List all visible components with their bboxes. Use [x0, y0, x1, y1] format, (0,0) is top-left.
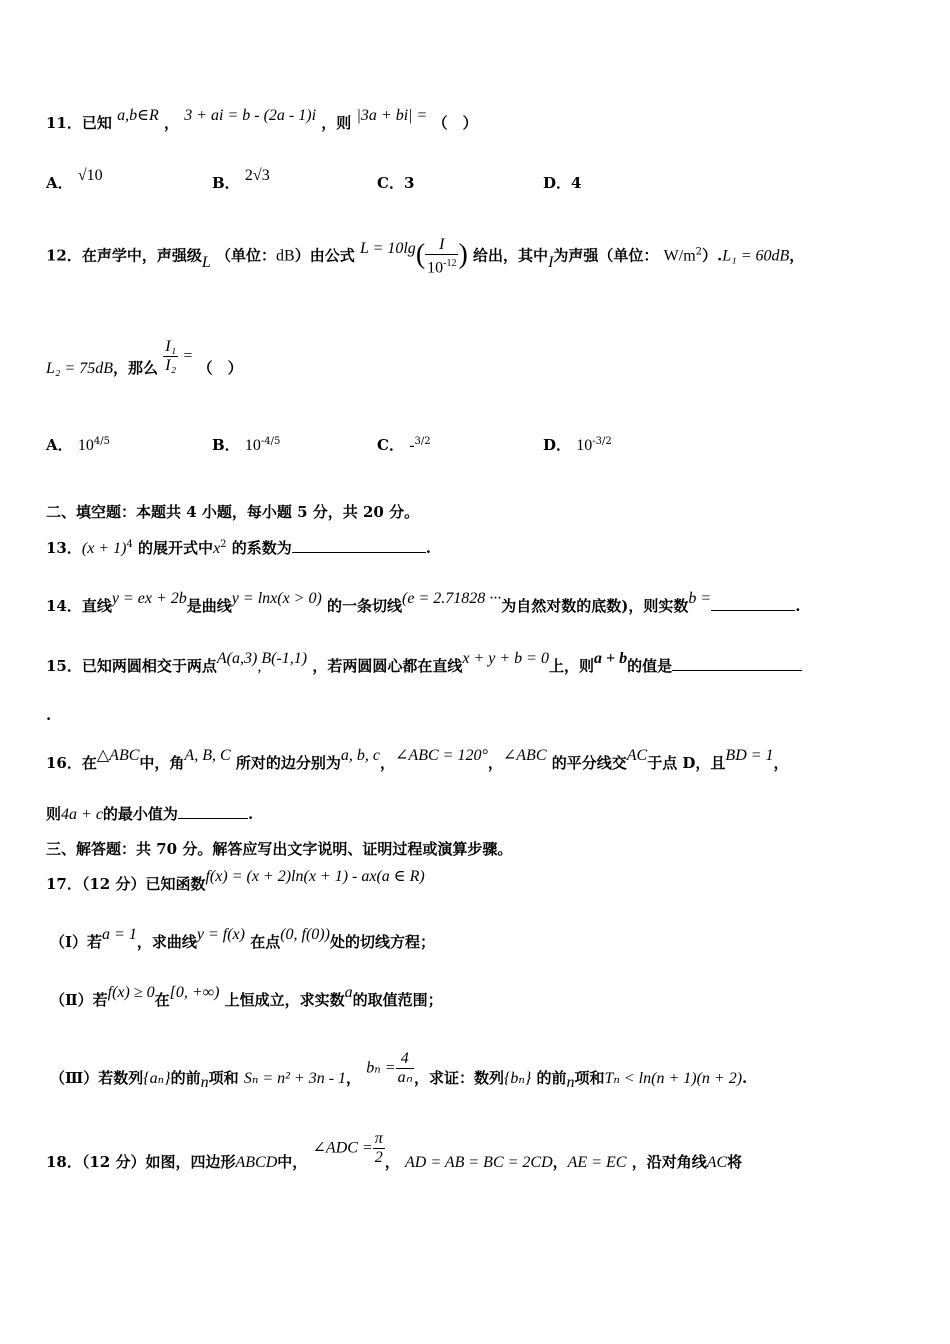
q12-formula-lhs: L = 10lg: [359, 239, 416, 257]
question-12-line2: [46, 338, 243, 375]
q12-intensity-text: 为声强（单位：: [553, 246, 659, 265]
q12-var-i: I: [548, 253, 554, 271]
q17-p3-label: （Ⅲ）若数列: [50, 1068, 144, 1087]
option-label: B．: [212, 436, 240, 454]
q12-unit-text: （单位：: [216, 246, 277, 265]
q16-number: 16．在: [46, 754, 97, 772]
q18-number: 18．（12 分）如图，四边形: [46, 1152, 236, 1171]
q12-given-text: 给出，其中: [473, 246, 549, 265]
section-3-heading: 三、解答题：共 70 分。解答应写出文字说明、证明过程或演算步骤。: [46, 840, 513, 858]
q16-sides: a, b, c: [340, 747, 380, 764]
q16-line2-text1: 则: [46, 805, 62, 823]
option-base: 10: [77, 437, 94, 454]
q18-eq2: AE = EC: [567, 1153, 627, 1171]
den-exp: -12: [443, 258, 457, 269]
q17-number: 17．（12 分）已知函数: [46, 875, 206, 893]
q16-text3: 的平分线交: [551, 754, 627, 772]
q11-option-b: [212, 167, 270, 193]
q17-p1-cond: a = 1: [102, 926, 137, 943]
q18-eq1: AD = AB = BC = 2CD: [404, 1153, 553, 1171]
q18-text1: 中，: [277, 1152, 308, 1171]
angle-denominator: 2: [374, 1149, 383, 1166]
question-11: [46, 107, 478, 133]
q17-function: f(x) = (x + 2)ln(x + 1) - ax(a ∈ R): [205, 868, 425, 885]
q16-angles: A, B, C: [184, 747, 231, 764]
q16-line2-end: .: [247, 805, 254, 823]
fraction-numerator: I: [425, 236, 458, 255]
answer-blank[interactable]: [178, 804, 248, 819]
option-label: A．: [46, 436, 73, 454]
q18-angle-frac: [373, 1130, 385, 1167]
ratio-numerator: I₁: [165, 338, 177, 355]
q13-number: 13．: [46, 539, 82, 557]
q16-bd: BD = 1: [725, 747, 774, 764]
option-exp: 3/2: [414, 436, 431, 447]
question-14: [46, 590, 801, 616]
q14-text1: 是曲线: [186, 597, 232, 615]
q13-var: x: [213, 540, 221, 557]
q12-option-d: [543, 434, 612, 455]
q15-line: x + y + b = 0: [462, 650, 549, 667]
q11-condition: a,b∈R: [117, 107, 159, 124]
q15-point-b: B(-1,1): [261, 650, 308, 667]
q13-expr-exp: 4: [126, 539, 133, 550]
q12-option-c: [377, 434, 431, 455]
q17-p3-bseq: {bₙ}: [503, 1069, 532, 1087]
q18-text2: ，沿对角线: [631, 1152, 707, 1171]
section-2-heading: 二、填空题：本题共 4 小题，每小题 5 分，共 20 分。: [46, 503, 420, 521]
q12-paren: （ ）: [197, 358, 243, 377]
q16-ac: AC: [626, 747, 648, 764]
q13-end: .: [425, 539, 432, 557]
q16-text2: 所对的边分别为: [235, 754, 341, 772]
q12-l1-tail: ，: [789, 246, 805, 265]
option-label: C．: [377, 436, 404, 454]
q17-p1-text1: ，求曲线: [136, 933, 197, 951]
q11-option-d: [543, 172, 581, 193]
answer-blank[interactable]: [711, 596, 795, 611]
q14-curve: y = lnx(x > 0): [231, 590, 322, 607]
q17-p3-text1: 的前: [170, 1068, 201, 1087]
q17-part-3: [50, 1050, 748, 1091]
q12-ratio: [163, 338, 178, 375]
q16-sep: ，: [380, 754, 396, 772]
option-label: B．: [212, 174, 240, 192]
q16-line2-text2: 的最小值为: [102, 805, 178, 823]
q12-number: 12．在声学中，声强级: [46, 246, 202, 265]
q15-number: 15．已知两圆相交于两点: [46, 657, 217, 675]
option-base: 10: [576, 437, 593, 454]
q12-unit: dB: [276, 247, 295, 265]
q14-end: .: [795, 597, 801, 615]
q17-p1-text2: 在点: [250, 933, 281, 951]
question-13: [46, 537, 431, 558]
q17-p2-cond: f(x) ≥ 0: [107, 984, 155, 1001]
q17-p3-n2: n: [566, 1073, 575, 1091]
q17-p3-text2: 项和: [208, 1068, 239, 1087]
option-label: C．3: [377, 174, 415, 192]
option-base: -: [409, 437, 415, 454]
q17-p3-b-frac: [396, 1050, 414, 1087]
q17-p1-label: （Ⅰ）若: [50, 933, 103, 951]
q12-formula-fraction: [425, 236, 458, 277]
q15-text2: 上，则: [548, 657, 594, 675]
q18-angle: ∠ADC =: [312, 1139, 373, 1157]
q17-p1-curve: y = f(x): [196, 926, 245, 943]
question-15: [46, 650, 802, 676]
q13-text1: 的展开式中: [138, 539, 214, 557]
q16-triangle: △ABC: [96, 747, 140, 764]
q17-p3-end: .: [742, 1068, 748, 1087]
q17-p3-b-lhs: bₙ =: [366, 1059, 396, 1077]
answer-blank[interactable]: [672, 656, 802, 671]
q15-text3: 的值是: [627, 657, 673, 675]
q17-p1-point: (0, f(0)): [280, 926, 330, 943]
option-label: A．: [46, 174, 73, 192]
den-base: 10: [427, 259, 444, 277]
q11-sep: ，: [163, 114, 179, 132]
q17-p3-sum: Sₙ = n² + 3n - 1: [243, 1069, 347, 1087]
q17-p3-text3: ，求证：数列: [413, 1068, 504, 1087]
right-paren: ): [458, 238, 468, 270]
q14-e-value: (e = 2.71828 ···: [402, 590, 502, 607]
q17-p2-text1: 在: [154, 991, 170, 1009]
q17-p2-text2: 上恒成立，求实数: [224, 991, 345, 1009]
q17-p3-text4: 的前: [536, 1068, 567, 1087]
q12-l2: L₂ = 75dB: [46, 359, 114, 377]
q11-equation: 3 + ai = b - (2a - 1)i: [184, 107, 317, 124]
q14-b-eq: b =: [688, 590, 712, 607]
left-paren: (: [415, 238, 426, 270]
q17-p3-ineq: Tₙ < ln(n + 1)(n + 2): [604, 1069, 743, 1087]
q18-ac: AC: [706, 1153, 728, 1171]
question-12: [46, 236, 804, 277]
q15-dot: .: [46, 706, 52, 724]
q12-intensity-unit-exp: 2: [695, 246, 703, 258]
q18-text3: 将: [727, 1152, 743, 1171]
q11-paren: （ ）: [432, 114, 478, 132]
q16-end: ，: [773, 754, 789, 772]
q17-p3-sep: ，: [346, 1068, 362, 1087]
q11-option-c: [377, 172, 414, 193]
question-16: [46, 747, 789, 773]
q16-text4: 于点 D，且: [647, 754, 726, 772]
ratio-denominator: I₂: [165, 357, 177, 374]
q12-close: ）.: [702, 246, 723, 265]
q11-then: ，则: [321, 114, 352, 132]
question-17: [46, 868, 425, 894]
q17-part-2: [50, 984, 443, 1010]
answer-blank[interactable]: [292, 538, 426, 553]
question-16-line2: [46, 803, 253, 824]
q17-p2-label: （Ⅱ）若: [50, 991, 108, 1009]
q13-expr: (x + 1): [81, 540, 127, 557]
q17-p2-var: a: [344, 984, 353, 1001]
q12-then: ，那么: [113, 358, 159, 377]
q17-p3-seq: {aₙ}: [143, 1069, 171, 1087]
q16-sep2: ，: [487, 754, 503, 772]
b-numerator: 4: [396, 1050, 414, 1069]
option-label: D．: [543, 436, 572, 454]
q14-text3: 为自然对数的底数)，则实数: [501, 597, 689, 615]
q16-text1: 中，角: [139, 754, 185, 772]
question-18: [46, 1130, 743, 1171]
q13-var-exp: 2: [220, 539, 227, 550]
q16-angle-value: ∠ABC = 120°: [395, 747, 488, 764]
option-exp: -3/2: [592, 436, 612, 447]
q18-sep: ，: [384, 1152, 400, 1171]
option-label: D．4: [543, 174, 582, 192]
q11-expression: |3a + bi| =: [356, 107, 428, 124]
q12-l1: L₁ = 60dB: [722, 247, 790, 265]
q15-ab: a + b: [593, 650, 628, 667]
q14-line: y = ex + 2b: [111, 590, 187, 607]
q17-p2-text3: 的取值范围；: [352, 991, 443, 1009]
q17-p3-n: n: [200, 1073, 209, 1091]
q12-intensity-unit: W/m: [663, 247, 696, 265]
angle-numerator: π: [374, 1130, 383, 1147]
q17-p3-text5: 项和: [574, 1068, 605, 1087]
q16-bisector: ∠ABC: [502, 747, 547, 764]
q12-ratio-eq: =: [183, 347, 193, 365]
q12-var-l: L: [201, 253, 211, 271]
q12-option-b: [212, 434, 280, 455]
q16-line2-expr: 4a + c: [61, 806, 103, 823]
q17-p1-text3: 处的切线方程；: [329, 933, 435, 951]
fraction-denominator: [425, 255, 458, 277]
q18-quad: ABCD: [235, 1153, 278, 1171]
option-base: 10: [244, 437, 261, 454]
option-value: 2√3: [244, 167, 270, 184]
q13-text2: 的系数为: [231, 539, 292, 557]
q11-number: 11．已知: [46, 114, 112, 132]
q11-option-a: [46, 167, 103, 193]
option-value: √10: [77, 167, 103, 184]
q15-comma: ,: [257, 658, 262, 675]
b-denominator: aₙ: [397, 1069, 412, 1086]
q15-text1: ，若两圆圆心都在直线: [312, 657, 463, 675]
q17-p2-interval: [0, +∞): [169, 984, 220, 1001]
q14-text2: 的一条切线: [327, 597, 403, 615]
q18-sep2: ，: [552, 1152, 568, 1171]
option-exp: -4/5: [260, 436, 281, 447]
q15-point-a: A(a,3): [216, 650, 258, 667]
q17-part-1: [50, 926, 435, 952]
q12-formula-text: ）由公式: [294, 246, 355, 265]
q12-option-a: [46, 434, 110, 455]
q14-number: 14．直线: [46, 597, 112, 615]
option-exp: 4/5: [93, 436, 110, 447]
